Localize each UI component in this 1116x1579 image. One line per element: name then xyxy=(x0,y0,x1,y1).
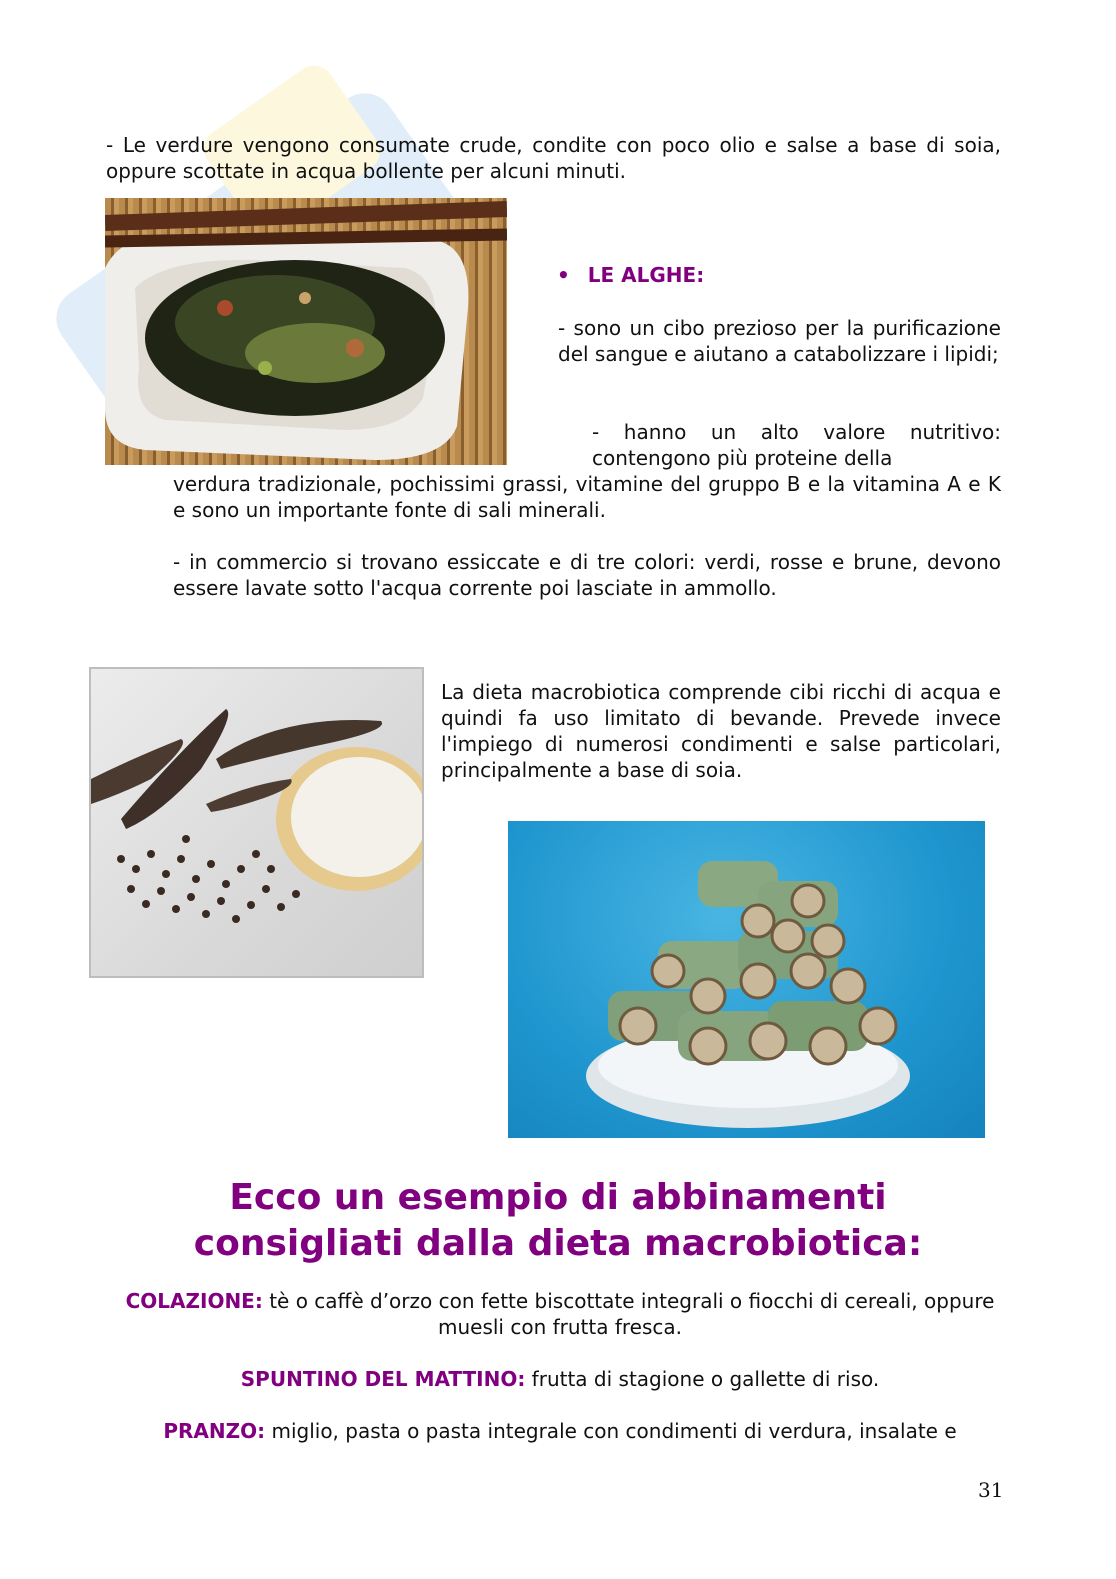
meal-spuntino xyxy=(110,1366,1010,1392)
meal-label: SPUNTINO DEL MATTINO: xyxy=(240,1367,526,1391)
seaweed-dish-image xyxy=(105,198,507,465)
bullet-icon: • xyxy=(557,263,570,287)
section-title xyxy=(0,1175,1116,1267)
section-title-line-1: Ecco un esempio di abbinamenti xyxy=(229,1177,887,1218)
meal-colazione xyxy=(110,1288,1010,1340)
alghe-paragraph-1: - sono un cibo prezioso per la purificazione del sangue e aiutano a catabolizzare i lipidi; xyxy=(558,316,1001,366)
meal-pranzo xyxy=(100,1418,1020,1444)
alghe-heading xyxy=(557,262,1001,288)
alghe-paragraph-2-start: - hanno un alto valore nutritivo: contengono più proteine della xyxy=(592,420,1001,470)
dieta-paragraph: La dieta macrobiotica comprende cibi ricchi di acqua e quindi fa uso limitato di bevande. Prevede invece l'impiego di numerosi condimenti e salse particolari, principalmente a base di soia. xyxy=(441,680,1001,782)
intro-paragraph: - Le verdure vengono consumate crude, condite con poco olio e salse a base di soia, oppure scottate in acqua bollente per alcuni minuti. xyxy=(106,133,1001,183)
meal-text: tè o caffè d’orzo con fette biscottate integrali o fiocchi di cereali, oppure muesli con frutta fresca. xyxy=(262,1289,995,1339)
alghe-heading-text: LE ALGHE: xyxy=(587,263,705,287)
meal-label: COLAZIONE: xyxy=(125,1289,263,1313)
alghe-paragraph-3: - in commercio si trovano essiccate e di tre colori: verdi, rosse e brune, devono essere lavate sotto l'acqua corrente poi lasciate in ammollo. xyxy=(173,550,1001,600)
alghe-paragraph-2-cont: verdura tradizionale, pochissimi grassi, vitamine del gruppo B e la vitamina A e K e sono un importante fonte di sali minerali. xyxy=(173,472,1001,522)
meal-text: miglio, pasta o pasta integrale con condimenti di verdura, insalate e xyxy=(265,1419,957,1443)
meal-text: frutta di stagione o gallette di riso. xyxy=(525,1367,880,1391)
page-number: 31 xyxy=(978,1478,1004,1502)
bamboo-rice-rolls-image xyxy=(508,821,985,1138)
meal-label: PRANZO: xyxy=(163,1419,266,1443)
carob-pods-image xyxy=(89,667,424,978)
section-title-line-2: consigliati dalla dieta macrobiotica: xyxy=(193,1223,923,1264)
